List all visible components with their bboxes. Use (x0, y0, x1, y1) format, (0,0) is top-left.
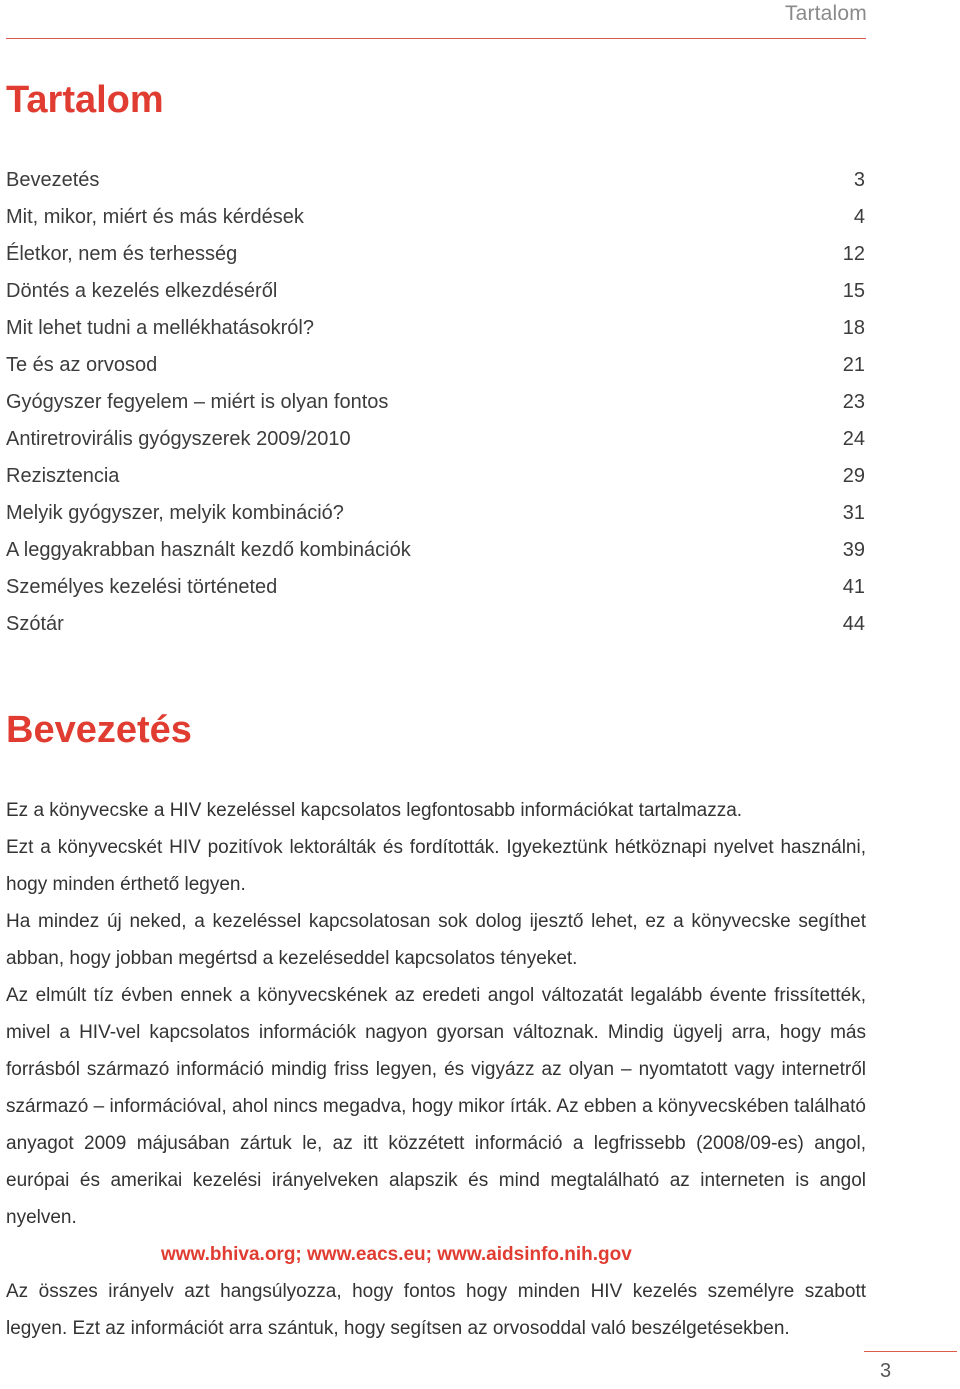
toc-entry-label: Szótár (6, 613, 64, 635)
toc-entry[interactable] (6, 199, 865, 236)
toc-entry-page: 29 (842, 465, 865, 487)
toc-entry-page: 23 (842, 391, 865, 413)
intro-paragraph: Ezt a könyvecskét HIV pozitívok lektorálták és fordították. Igyekeztünk hétköznapi nyelvet használni, hogy minden érthető legyen. (6, 837, 866, 895)
toc-entry-page: 15 (842, 280, 865, 302)
toc-entry[interactable] (6, 569, 865, 606)
intro-paragraph: Ha mindez új neked, a kezeléssel kapcsolatosan sok dolog ijesztő lehet, ez a könyvecske segíthet abban, hogy jobban megértsd a kezeléseddel kapcsolatos tényeket. (6, 911, 866, 969)
toc-entry-label: Életkor, nem és terhesség (6, 243, 238, 265)
toc-entry-page: 44 (842, 613, 865, 635)
toc-entry-page: 41 (842, 576, 865, 598)
toc-entry-label: Bevezetés (6, 169, 100, 191)
toc-entry[interactable] (6, 421, 865, 458)
toc-entry-page: 39 (842, 539, 865, 561)
toc-entry[interactable] (6, 532, 865, 569)
toc-entry[interactable] (6, 606, 865, 643)
toc-entry[interactable] (6, 458, 865, 495)
toc-entry-label: Te és az orvosod (6, 354, 158, 376)
intro-body (6, 792, 866, 1347)
intro-title: Bevezetés (6, 709, 192, 751)
toc-entry[interactable] (6, 347, 865, 384)
header-divider (6, 38, 866, 39)
toc-entry[interactable] (6, 495, 865, 532)
intro-paragraph: Ez a könyvecske a HIV kezeléssel kapcsolatos legfontosabb információkat tartalmazza. (6, 800, 743, 821)
toc-entry-label: Melyik gyógyszer, melyik kombináció? (6, 502, 344, 524)
toc-entry-label: Döntés a kezelés elkezdéséről (6, 280, 278, 302)
toc-entry-page: 18 (842, 317, 865, 339)
intro-paragraph: Az elmúlt tíz évben ennek a könyvecskének az eredeti angol változatát legalább évente frissítették, mivel a HIV-vel kapcsolatos információk nagyon gyorsan változnak. Mindig ügyelj arra, hogy más forrásból származó információ mindig friss legyen, és vigyázz az olyan – nyomtatott vagy internetről származó – információval, ahol nincs megadva, hogy mikor írták. Az ebben a könyvecskében található anyagot 2009 májusában zártuk le, az itt közzétett információ a legfrissebb (2008/09-es) angol, európai és amerikai kezelési irányelveken alapszik és mind megtalálható az interneten is angol nyelven. (6, 985, 866, 1228)
toc-entry-label: Mit lehet tudni a mellékhatásokról? (6, 317, 314, 339)
toc-entry-label: Mit, mikor, miért és más kérdések (6, 206, 304, 228)
toc-entry-page: 4 (853, 206, 865, 228)
reference-links[interactable]: www.bhiva.org; www.eacs.eu; www.aidsinfo.nih.gov (161, 1244, 632, 1265)
toc-entry-page: 24 (842, 428, 865, 450)
toc-entry[interactable] (6, 384, 865, 421)
toc-entry-page: 12 (842, 243, 865, 265)
toc-entry-page: 3 (853, 169, 865, 191)
toc-entry[interactable] (6, 310, 865, 347)
running-header-title: Tartalom (784, 2, 867, 25)
toc-title: Tartalom (6, 79, 164, 121)
toc-entry-label: Személyes kezelési történeted (6, 576, 278, 598)
page-number: 3 (880, 1360, 892, 1382)
toc-entry-page: 21 (842, 354, 865, 376)
toc-entry-label: A leggyakrabban használt kezdő kombinációk (6, 539, 411, 561)
toc-entry-page: 31 (842, 502, 865, 524)
table-of-contents (6, 162, 865, 643)
toc-entry[interactable] (6, 162, 865, 199)
toc-entry[interactable] (6, 273, 865, 310)
intro-paragraph: Az összes irányelv azt hangsúlyozza, hogy fontos hogy minden HIV kezelés személyre szabott legyen. Ezt az információt arra szántuk, hogy segítsen az orvosoddal való beszélgetésekben. (6, 1281, 866, 1339)
toc-entry-label: Antiretrovirális gyógyszerek 2009/2010 (6, 428, 351, 450)
toc-entry-label: Gyógyszer fegyelem – miért is olyan fontos (6, 391, 389, 413)
toc-entry-label: Rezisztencia (6, 465, 120, 487)
toc-entry[interactable] (6, 236, 865, 273)
footer-divider (864, 1351, 957, 1352)
